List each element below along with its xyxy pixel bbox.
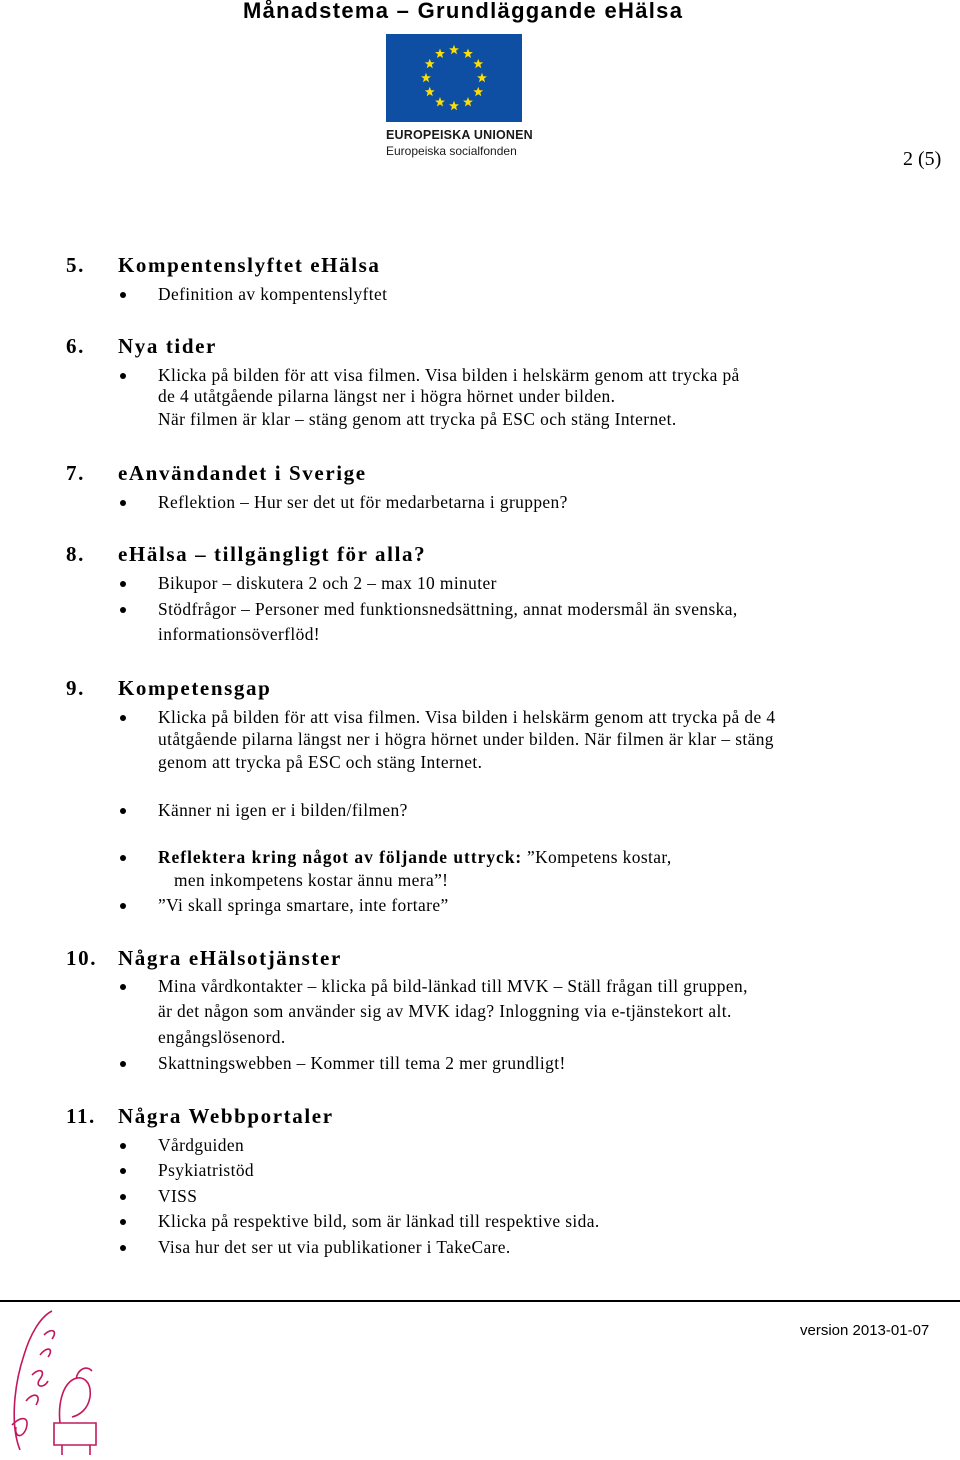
section-number: 5. xyxy=(66,253,85,277)
section-7-heading xyxy=(66,461,367,486)
list-item-text: Stödfrågor – Personer med funktionsnedsättning, annat modersmål än svenska, xyxy=(158,599,738,619)
eu-stars-icon xyxy=(386,34,522,122)
section-9-heading xyxy=(66,676,271,701)
section-title: Nya tider xyxy=(118,334,217,358)
bullet-icon xyxy=(120,500,126,506)
bullet-icon xyxy=(120,715,126,721)
list-item-text: Mina vårdkontakter – klicka på bild-länkad till MVK – Ställ frågan till gruppen, xyxy=(158,976,748,996)
ehalsa-logo xyxy=(0,1305,120,1455)
bullet-icon xyxy=(120,607,126,613)
list-item-text: Klicka på respektive bild, som är länkad till respektive sida. xyxy=(158,1211,600,1231)
eu-star-icon xyxy=(473,87,483,96)
list-item-continuation: genom att trycka på ESC och stäng Internet. xyxy=(158,752,483,772)
section-number: 7. xyxy=(66,461,85,485)
bullet-icon xyxy=(120,1168,126,1174)
eu-star-icon xyxy=(477,73,487,82)
list-item-continuation: informationsöverflöd! xyxy=(158,624,320,644)
document-header-title: Månadstema – Grundläggande eHälsa xyxy=(243,0,684,23)
eu-logo xyxy=(386,34,533,160)
list-item-continuation: utåtgående pilarna längst ner i högra hörnet under bilden. När filmen är klar – stäng xyxy=(158,729,774,749)
eu-star-icon xyxy=(463,97,473,106)
bullet-icon xyxy=(120,855,126,861)
version-label: version 2013-01-07 xyxy=(800,1322,930,1339)
bullet-icon xyxy=(120,373,126,379)
list-item-text: ”Vi skall springa smartare, inte fortare” xyxy=(158,895,449,915)
list-item-text: Visa hur det ser ut via publikationer i TakeCare. xyxy=(158,1237,511,1257)
list-item-text: Känner ni igen er i bilden/filmen? xyxy=(158,800,408,820)
section-title: Några eHälsotjänster xyxy=(118,946,342,970)
eu-star-icon xyxy=(425,87,435,96)
list-item-continuation: När filmen är klar – stäng genom att trycka på ESC och stäng Internet. xyxy=(158,409,677,429)
eu-star-icon xyxy=(421,73,431,82)
list-item-continuation: engångslösenord. xyxy=(158,1027,286,1047)
list-item-text: VISS xyxy=(158,1186,198,1206)
list-item-text: Bikupor – diskutera 2 och 2 – max 10 minuter xyxy=(158,573,497,593)
bullet-icon xyxy=(120,1061,126,1067)
section-number: 10. xyxy=(66,946,98,970)
bullet-icon xyxy=(120,903,126,909)
list-item-text: Skattningswebben – Kommer till tema 2 mer grundligt! xyxy=(158,1053,566,1073)
bullet-icon xyxy=(120,1245,126,1251)
bullet-icon xyxy=(120,1143,126,1149)
section-title: Några Webbportaler xyxy=(118,1104,334,1128)
eu-star-icon xyxy=(425,59,435,68)
list-item-text: Klicka på bilden för att visa filmen. Visa bilden i helskärm genom att trycka på de 4 xyxy=(158,707,776,727)
section-11-heading xyxy=(66,1104,334,1129)
section-number: 6. xyxy=(66,334,85,358)
list-item-text: Klicka på bilden för att visa filmen. Visa bilden i helskärm genom att trycka på xyxy=(158,365,740,385)
bullet-icon xyxy=(120,1194,126,1200)
list-item-bold-text: Reflektera kring något av följande uttryck: xyxy=(158,847,523,867)
eu-star-icon xyxy=(449,45,459,54)
list-item-continuation: är det någon som använder sig av MVK idag? Inloggning via e-tjänstekort alt. xyxy=(158,1001,732,1021)
eu-star-icon xyxy=(435,97,445,106)
section-5-heading xyxy=(66,253,381,278)
section-title: eHälsa – tillgängligt för alla? xyxy=(118,542,427,566)
page-number: 2 (5) xyxy=(903,148,942,170)
bullet-icon xyxy=(120,1219,126,1225)
section-title: Kompentenslyftet eHälsa xyxy=(118,253,381,277)
section-8-heading xyxy=(66,542,426,567)
ehalsa-logo-icon xyxy=(0,1305,120,1455)
section-number: 8. xyxy=(66,542,85,566)
bullet-icon xyxy=(120,808,126,814)
eu-flag xyxy=(386,34,522,122)
section-title: Kompetensgap xyxy=(118,676,272,700)
eu-logo-line1: EUROPEISKA UNIONEN xyxy=(386,128,533,142)
list-item-text: Vårdguiden xyxy=(158,1135,245,1155)
bullet-icon xyxy=(120,984,126,990)
bullet-icon xyxy=(120,292,126,298)
eu-star-icon xyxy=(435,49,445,58)
section-6-heading xyxy=(66,334,217,359)
footer-divider xyxy=(0,1300,960,1302)
section-title: eAnvändandet i Sverige xyxy=(118,461,367,485)
list-item-text: Psykiatristöd xyxy=(158,1160,255,1180)
section-number: 11. xyxy=(66,1104,96,1128)
eu-star-icon xyxy=(473,59,483,68)
bullet-icon xyxy=(120,581,126,587)
list-item-continuation: de 4 utåtgående pilarna längst ner i högra hörnet under bilden. xyxy=(158,386,616,406)
list-item-text: Definition av kompentenslyftet xyxy=(158,284,388,304)
section-number: 9. xyxy=(66,676,85,700)
section-10-heading xyxy=(66,946,342,971)
eu-logo-line2: Europeiska socialfonden xyxy=(386,144,517,158)
list-item-text: ”Kompetens kostar, xyxy=(522,847,672,867)
eu-star-icon xyxy=(463,49,473,58)
list-item-continuation: men inkompetens kostar ännu mera”! xyxy=(174,870,449,890)
eu-star-icon xyxy=(449,101,459,110)
list-item-text: Reflektion – Hur ser det ut för medarbetarna i gruppen? xyxy=(158,492,568,512)
